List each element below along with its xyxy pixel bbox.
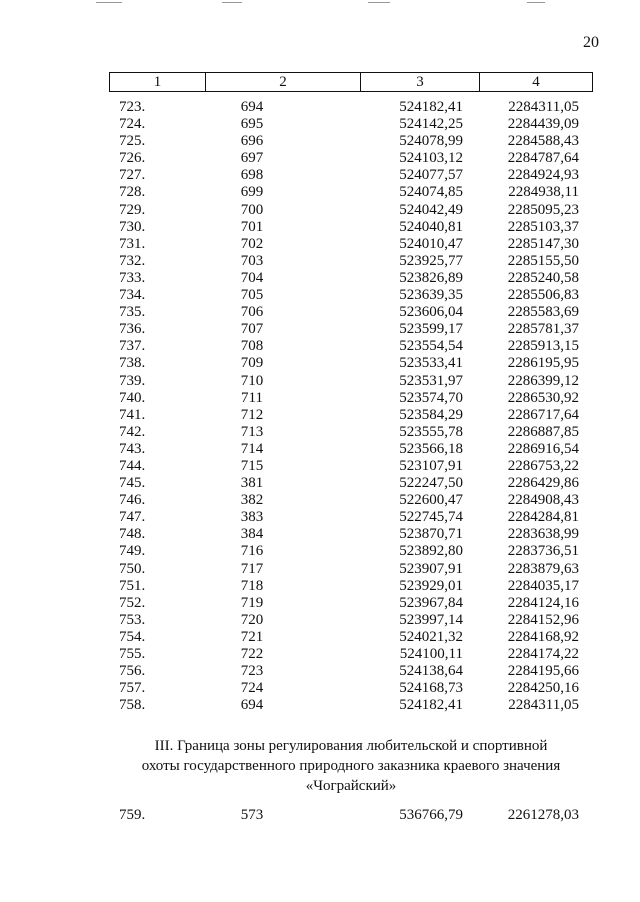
coordinate-x: 524168,73: [399, 680, 463, 697]
point-number: 724: [240, 680, 264, 697]
coordinate-x: 524074,85: [399, 184, 463, 201]
coordinate-y: 2284439,09: [507, 116, 579, 133]
coordinate-y: 2285103,37: [507, 218, 579, 235]
scan-mark: [368, 2, 390, 3]
coordinate-x: 523554,54: [399, 338, 463, 355]
row-number: 723.: [119, 99, 146, 115]
row-number: 726.: [119, 150, 146, 167]
scan-mark: [222, 2, 242, 3]
point-number: 704: [240, 269, 264, 286]
coordinate-y: 2286916,54: [507, 440, 579, 457]
table-row: [109, 236, 593, 253]
point-number: 699: [240, 184, 264, 201]
coordinate-x: 522600,47: [399, 492, 463, 509]
row-number: 743.: [119, 440, 146, 457]
point-number: 723: [240, 663, 264, 680]
coordinate-y: 2284250,16: [507, 680, 579, 697]
table-row: [109, 99, 593, 116]
point-number: 383: [240, 509, 264, 526]
table-row: [109, 680, 593, 697]
table-row: [109, 629, 593, 646]
coordinate-y: 2284152,96: [507, 611, 579, 628]
coordinate-y: 2284168,92: [507, 628, 579, 645]
point-number: 694: [240, 99, 264, 115]
coordinate-y: 2283638,99: [507, 526, 579, 543]
table-row: [109, 561, 593, 578]
coordinate-y: 2286753,22: [507, 457, 579, 474]
coordinate-x: 524021,32: [399, 628, 463, 645]
coordinate-y: 2284195,66: [507, 663, 579, 680]
row-number: 729.: [119, 201, 146, 218]
row-number: 741.: [119, 406, 146, 423]
point-number: 700: [240, 201, 264, 218]
coordinate-x: 524042,49: [399, 201, 463, 218]
scan-mark: [527, 2, 545, 3]
table-row: [109, 441, 593, 458]
point-number: 703: [240, 252, 264, 269]
coordinate-x: 523555,78: [399, 423, 463, 440]
coordinate-x: 524103,12: [399, 150, 463, 167]
point-number: 573: [240, 807, 264, 823]
coordinate-x: 524182,41: [399, 697, 463, 714]
coordinate-y: 2284924,93: [507, 167, 579, 184]
table-row: [109, 202, 593, 219]
coordinate-y: 2284588,43: [507, 133, 579, 150]
coordinate-y: 2286429,86: [507, 475, 579, 492]
coordinate-x: 523967,84: [399, 594, 463, 611]
coordinate-x: 523639,35: [399, 287, 463, 304]
coordinate-x: 523531,97: [399, 372, 463, 389]
point-number: 698: [240, 167, 264, 184]
point-number: 382: [240, 492, 264, 509]
coordinate-y: 2285781,37: [507, 321, 579, 338]
point-number: 717: [240, 560, 264, 577]
page-number: 20: [583, 34, 599, 51]
coordinate-x: 523997,14: [399, 611, 463, 628]
coordinate-y: 2285583,69: [507, 304, 579, 321]
coordinate-y: 2284908,43: [507, 492, 579, 509]
coordinate-x: 524077,57: [399, 167, 463, 184]
coordinate-x: 536766,79: [399, 807, 463, 823]
row-number: 728.: [119, 184, 146, 201]
coordinate-x: 523566,18: [399, 440, 463, 457]
table-row: [109, 578, 593, 595]
coordinate-y: 2284311,05: [508, 99, 579, 115]
coordinate-y: 2286399,12: [507, 372, 579, 389]
point-number: 708: [240, 338, 264, 355]
table-row: [109, 526, 593, 543]
point-number: 718: [240, 577, 264, 594]
row-number: 732.: [119, 252, 146, 269]
coordinate-y: 2284174,22: [507, 646, 579, 662]
coordinate-x: 524182,41: [399, 99, 463, 115]
column-header-4: 4: [480, 73, 593, 92]
row-number: 734.: [119, 287, 146, 304]
point-number: 705: [240, 287, 264, 304]
table-row: [109, 219, 593, 236]
coordinate-x: 523925,77: [399, 252, 463, 269]
row-number: 746.: [119, 492, 146, 509]
point-number: 701: [240, 218, 264, 235]
row-number: 724.: [119, 116, 146, 133]
table-row: [109, 458, 593, 475]
coordinate-x: 523870,71: [399, 526, 463, 543]
point-number: 722: [240, 646, 264, 662]
coordinate-y: 2285240,58: [507, 269, 579, 286]
coordinate-y: 2285506,83: [507, 287, 579, 304]
point-number: 720: [240, 611, 264, 628]
point-number: 709: [240, 355, 264, 372]
point-number: 721: [240, 628, 264, 645]
point-number: 714: [240, 440, 264, 457]
row-number: 740.: [119, 389, 146, 406]
table-row: [109, 806, 593, 824]
row-number: 744.: [119, 457, 146, 474]
coordinate-x: 524078,99: [399, 133, 463, 150]
coordinate-y: 2284311,05: [508, 697, 579, 714]
coordinate-y: 2261278,03: [507, 807, 579, 823]
table-row: [109, 475, 593, 492]
row-number: 727.: [119, 167, 146, 184]
row-number: 738.: [119, 355, 146, 372]
table-row: [109, 424, 593, 441]
point-number: 713: [240, 423, 264, 440]
table-row: [109, 595, 593, 612]
coordinate-x: 523574,70: [399, 389, 463, 406]
point-number: 716: [240, 543, 264, 560]
row-number: 748.: [119, 526, 146, 543]
point-number: 381: [240, 475, 264, 492]
coordinate-y: 2284787,64: [507, 150, 579, 167]
column-header-1: 1: [110, 73, 206, 92]
point-number: 697: [240, 150, 264, 167]
coordinate-x: 523826,89: [399, 269, 463, 286]
table-row: [109, 492, 593, 509]
coordinate-x: 523584,29: [399, 406, 463, 423]
coordinate-x: 523599,17: [399, 321, 463, 338]
scan-marks: [0, 0, 640, 6]
row-number: 735.: [119, 304, 146, 321]
row-number: 747.: [119, 509, 146, 526]
point-number: 707: [240, 321, 264, 338]
coordinate-x: 524040,81: [399, 218, 463, 235]
coordinate-x: 522745,74: [399, 509, 463, 526]
row-number: 737.: [119, 338, 146, 355]
row-number: 756.: [119, 663, 146, 680]
section-title: [120, 736, 582, 796]
row-number: 745.: [119, 475, 146, 492]
row-number: 754.: [119, 628, 146, 645]
table-row: [109, 407, 593, 424]
coordinate-y: 2284124,16: [507, 594, 579, 611]
coordinate-x: 523533,41: [399, 355, 463, 372]
table-row: [109, 663, 593, 680]
table-row: [109, 133, 593, 150]
section-title-line: III. Граница зоны регулирования любительской и спортивной: [154, 738, 548, 754]
row-number: 750.: [119, 560, 146, 577]
coordinate-x: 523892,80: [399, 543, 463, 560]
row-number: 752.: [119, 594, 146, 611]
coordinate-y: 2286530,92: [507, 389, 579, 406]
coordinate-y: 2285147,30: [507, 235, 579, 252]
column-header-table: [109, 72, 593, 92]
table-row: [109, 543, 593, 560]
point-number: 384: [240, 526, 264, 543]
coordinate-x: 524138,64: [399, 663, 463, 680]
point-number: 710: [240, 372, 264, 389]
column-header-3: 3: [361, 73, 480, 92]
point-number: 696: [240, 133, 264, 150]
table-row: [109, 150, 593, 167]
coordinate-y: 2285155,50: [507, 252, 579, 269]
row-number: 755.: [119, 646, 146, 662]
row-number: 749.: [119, 543, 146, 560]
point-number: 719: [240, 594, 264, 611]
coordinate-y: 2285913,15: [507, 338, 579, 355]
coordinate-x: 523907,91: [399, 560, 463, 577]
table-row: [109, 646, 593, 663]
table-row: [109, 355, 593, 372]
coordinate-y: 2285095,23: [507, 201, 579, 218]
table-row: [109, 321, 593, 338]
row-number: 757.: [119, 680, 146, 697]
coordinate-y: 2284035,17: [507, 577, 579, 594]
table-row: [109, 338, 593, 355]
row-number: 758.: [119, 697, 146, 714]
coordinate-x: 523929,01: [399, 577, 463, 594]
row-number: 753.: [119, 611, 146, 628]
row-number: 739.: [119, 372, 146, 389]
coordinate-y: 2283736,51: [507, 543, 579, 560]
table-row: [109, 116, 593, 133]
table-row: [109, 184, 593, 201]
point-number: 694: [240, 697, 264, 714]
point-number: 702: [240, 235, 264, 252]
point-number: 695: [240, 116, 264, 133]
row-number: 751.: [119, 577, 146, 594]
column-header-2: 2: [206, 73, 361, 92]
table-row: [109, 509, 593, 526]
row-number: 730.: [119, 218, 146, 235]
table-row: [109, 270, 593, 287]
row-number: 736.: [119, 321, 146, 338]
row-number: 759.: [119, 807, 146, 823]
table-row: [109, 373, 593, 390]
coordinate-y: 2284284,81: [507, 509, 579, 526]
table-row: [109, 167, 593, 184]
section-title-line: охоты государственного природного заказника краевого значения: [141, 758, 561, 774]
coordinate-y: 2286717,64: [507, 406, 579, 423]
point-number: 706: [240, 304, 264, 321]
table-row: [109, 390, 593, 407]
point-number: 712: [240, 406, 264, 423]
coordinate-y: 2283879,63: [507, 560, 579, 577]
coordinate-y: 2286195,95: [507, 355, 579, 372]
coordinate-y: 2286887,85: [507, 423, 579, 440]
coordinates-list: [109, 99, 593, 714]
point-number: 711: [241, 389, 263, 406]
scan-mark: [96, 2, 122, 3]
point-number: 715: [240, 457, 264, 474]
table-row: [109, 253, 593, 270]
table-row: [109, 287, 593, 304]
row-number: 731.: [119, 235, 146, 252]
table-row: [109, 612, 593, 629]
coordinate-y: 2284938,11: [508, 184, 579, 201]
coordinate-x: 524142,25: [399, 116, 463, 133]
row-number: 725.: [119, 133, 146, 150]
coordinate-x: 522247,50: [399, 475, 463, 492]
section-title-line: «Чограйский»: [305, 778, 397, 794]
table-row: [109, 304, 593, 321]
row-number: 742.: [119, 423, 146, 440]
table-row: [109, 697, 593, 714]
row-number: 733.: [119, 269, 146, 286]
coordinate-x: 524100,11: [399, 646, 463, 662]
coordinate-x: 524010,47: [399, 235, 463, 252]
coordinate-x: 523606,04: [399, 304, 463, 321]
coordinate-x: 523107,91: [399, 457, 463, 474]
